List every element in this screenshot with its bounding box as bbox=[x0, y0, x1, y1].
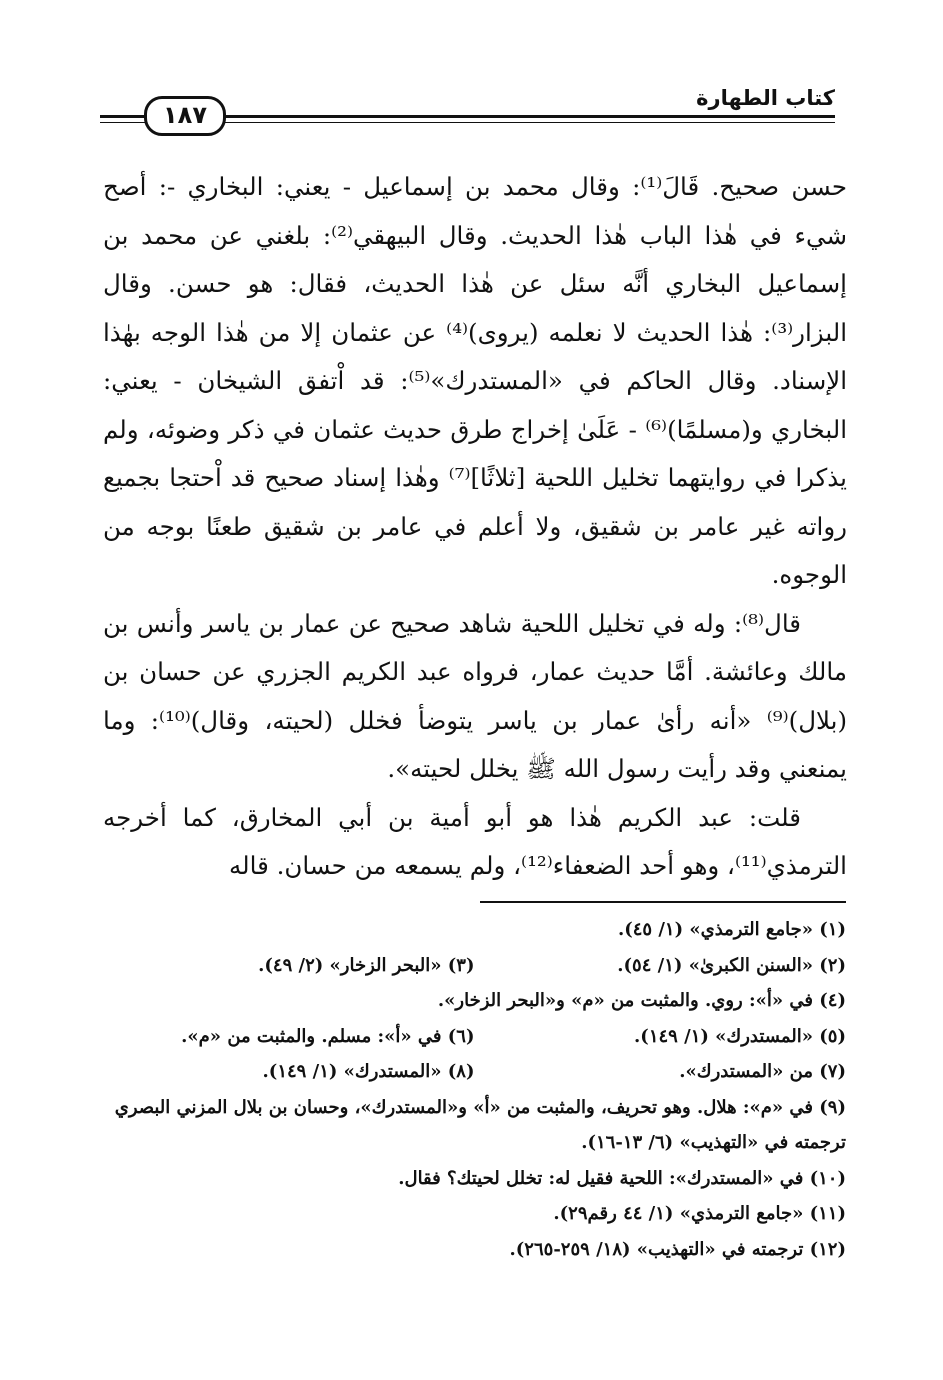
footnote: (١) «جامع الترمذي» (١/ ٤٥). bbox=[617, 919, 846, 940]
footnote: (٦) في «أ»: مسلم. والمثبت من «م». bbox=[181, 1025, 475, 1047]
running-header bbox=[100, 84, 835, 142]
footnote: (٣) «البحر الزخار» (٢/ ٤٩). bbox=[258, 954, 475, 976]
paragraph: قلت: عبد الكريم هٰذا هو أبو أمية بن أبي المخارق، كما أخرجه الترمذي⁽¹¹⁾، وهو أحد الضعفاء⁽¹²⁾، ولم يسمعه من حسان. قاله bbox=[103, 802, 847, 880]
footnote: (٧) من «المستدرك». bbox=[679, 1061, 846, 1082]
paragraph: قال⁽⁸⁾: وله في تخليل اللحية شاهد صحيح عن عمار بن ياسر وأنس بن مالك وعائشة. أمَّا حديث عمار، فرواه عبد الكريم الجزري عن حسان بن (بلال)⁽⁹⁾ «أنه رأىٰ عمار بن ياسر يتوضأ فخلل (لحيته، وقال)⁽¹⁰⁾: وما يمنعني وقد رأيت رسول الله ﷺ يخلل لحيته». bbox=[103, 608, 847, 783]
page-number: ١٨٧ bbox=[144, 96, 226, 136]
footnote-separator bbox=[480, 901, 846, 903]
main-text bbox=[103, 163, 847, 891]
footnote: (٤) في «أ»: روي. والمثبت من «م» و«البحر الزخار». bbox=[437, 990, 846, 1011]
footnote: (١١) «جامع الترمذي» (١/ ٤٤ رقم٢٩). bbox=[553, 1203, 846, 1224]
footnote: (٨) «المستدرك» (١/ ١٤٩). bbox=[262, 1061, 475, 1082]
paragraph: حسن صحيح. قَالَ⁽¹⁾: وقال محمد بن إسماعيل - يعني: البخاري -: أصح شيء في هٰذا الباب هٰذا الحديث. وقال البيهقي⁽²⁾: بلغني عن محمد بن إسماعيل البخاري أنَّه سئل عن هٰذا الحديث، فقال: هو حسن. وقال البزار⁽³⁾: هٰذا الحديث لا نعلمه (يروى)⁽⁴⁾ عن عثمان إلا من هٰذا الوجه بهٰذا الإسناد. وقال الحاكم في «المستدرك»⁽⁵⁾: قد اْتفق الشيخان - يعني: البخاري و(مسلمًا)⁽⁶⁾ - عَلَىٰ إخراج طرق حديث عثمان في ذكر وضوئه، ولم يذكرا في روايتهما تخليل اللحية [ثلاثًا]⁽⁷⁾ وهٰذا إسناد صحيح قد اْحتجا بجميع رواته غير عامر بن شقيق، ولا أعلم في عامر بن شقيق طعنًا بوجه من الوجوه. bbox=[103, 172, 848, 589]
footnote: (٢) «السنن الكبرىٰ» (١/ ٥٤). bbox=[617, 954, 846, 976]
footnote: (٥) «المستدرك» (١/ ١٤٩). bbox=[634, 1025, 846, 1047]
footnotes bbox=[103, 912, 846, 1267]
footnote: (١٠) في «المستدرك»: اللحية فقيل له: تخلل لحيتك؟ فقال. bbox=[398, 1167, 846, 1189]
footnote: (١٢) ترجمته في «التهذيب» (١٨/ ٢٥٩-٢٦٥). bbox=[509, 1238, 846, 1260]
chapter-title: كتاب الطهارة bbox=[696, 86, 835, 110]
footnote: (٩) في «م»: هلال. وهو تحريف، والمثبت من «أ» و«المستدرك»، وحسان بن بلال المزني البصري ترجمته في «التهذيب» (٦/ ١٣-١٦). bbox=[114, 1096, 846, 1153]
